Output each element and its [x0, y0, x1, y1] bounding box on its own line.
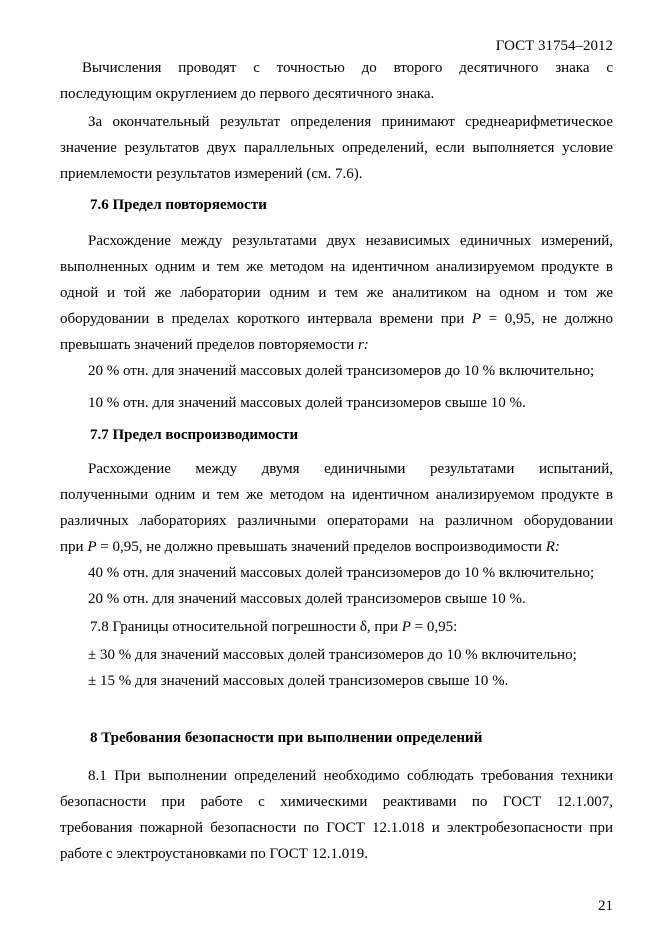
text-line: Расхождение между результатами двух независимых единичных измерений,	[88, 233, 613, 249]
text-line: 8.1 При выполнении определений необходимо соблюдать требования техники	[88, 768, 613, 784]
text-line: последующим округлением до первого десятичного знака.	[60, 86, 435, 102]
paragraph-calculation-precision	[60, 55, 613, 107]
text-line: оборудовании в пределах короткого интервала времени при P = 0,95, не должно	[60, 311, 613, 327]
text-line: работе с электроустановками по ГОСТ 12.1.019.	[60, 846, 368, 862]
text-line: при P = 0,95, не должно превышать значений пределов воспроизводимости R:	[60, 539, 560, 555]
text-line: Вычисления проводят с точностью до второго десятичного знака с	[82, 60, 613, 76]
text-line: выполненных одним и тем же методом на идентичном анализируемом продукте в	[60, 259, 613, 275]
text-line: значение результатов двух параллельных определений, если выполняется условие	[60, 140, 613, 156]
list-item-repeatability-1: 20 % отн. для значений массовых долей трансизомеров до 10 % включительно;	[88, 363, 595, 379]
text-line: различных лабораториях различными операторами на различном оборудовании	[60, 513, 613, 529]
text-line: требования пожарной безопасности по ГОСТ 12.1.018 и электробезопасности при	[60, 820, 613, 836]
paragraph-reproducibility	[60, 456, 613, 560]
page-number: 21	[598, 898, 613, 914]
text-line: полученными одним и тем же методом на идентичном анализируемом продукте в	[60, 487, 613, 503]
paragraph-repeatability	[60, 228, 613, 358]
section-heading-7-7: 7.7 Предел воспроизводимости	[90, 427, 299, 443]
section-heading-8: 8 Требования безопасности при выполнении определений	[90, 730, 483, 746]
list-item-reproducibility-1: 40 % отн. для значений массовых долей трансизомеров до 10 % включительно;	[88, 565, 595, 581]
list-item-error-2: ± 15 % для значений массовых долей трансизомеров свыше 10 %.	[88, 673, 509, 689]
text-line: одной и той же лаборатории одним и тем же аналитиком на одном и том же	[60, 285, 613, 301]
text-line: приемлемости результатов измерений (см. 7.6).	[60, 166, 363, 182]
paragraph-safety	[60, 763, 613, 867]
list-item-reproducibility-2: 20 % отн. для значений массовых долей трансизомеров свыше 10 %.	[88, 591, 526, 607]
list-item-repeatability-2: 10 % отн. для значений массовых долей трансизомеров свыше 10 %.	[88, 395, 526, 411]
text-line: превышать значений пределов повторяемости r:	[60, 337, 369, 353]
document-code: ГОСТ 31754–2012	[495, 38, 613, 54]
section-heading-7-8: 7.8 Границы относительной погрешности δ, при P = 0,95:	[90, 619, 458, 635]
paragraph-final-result	[60, 109, 613, 187]
section-heading-7-6: 7.6 Предел повторяемости	[90, 197, 267, 213]
list-item-error-1: ± 30 % для значений массовых долей трансизомеров до 10 % включительно;	[88, 647, 577, 663]
text-line: Расхождение между двумя единичными результатами испытаний,	[88, 461, 613, 477]
text-line: безопасности при работе с химическими реактивами по ГОСТ 12.1.007,	[60, 794, 613, 810]
text-line: За окончательный результат определения принимают среднеарифметическое	[88, 114, 613, 130]
